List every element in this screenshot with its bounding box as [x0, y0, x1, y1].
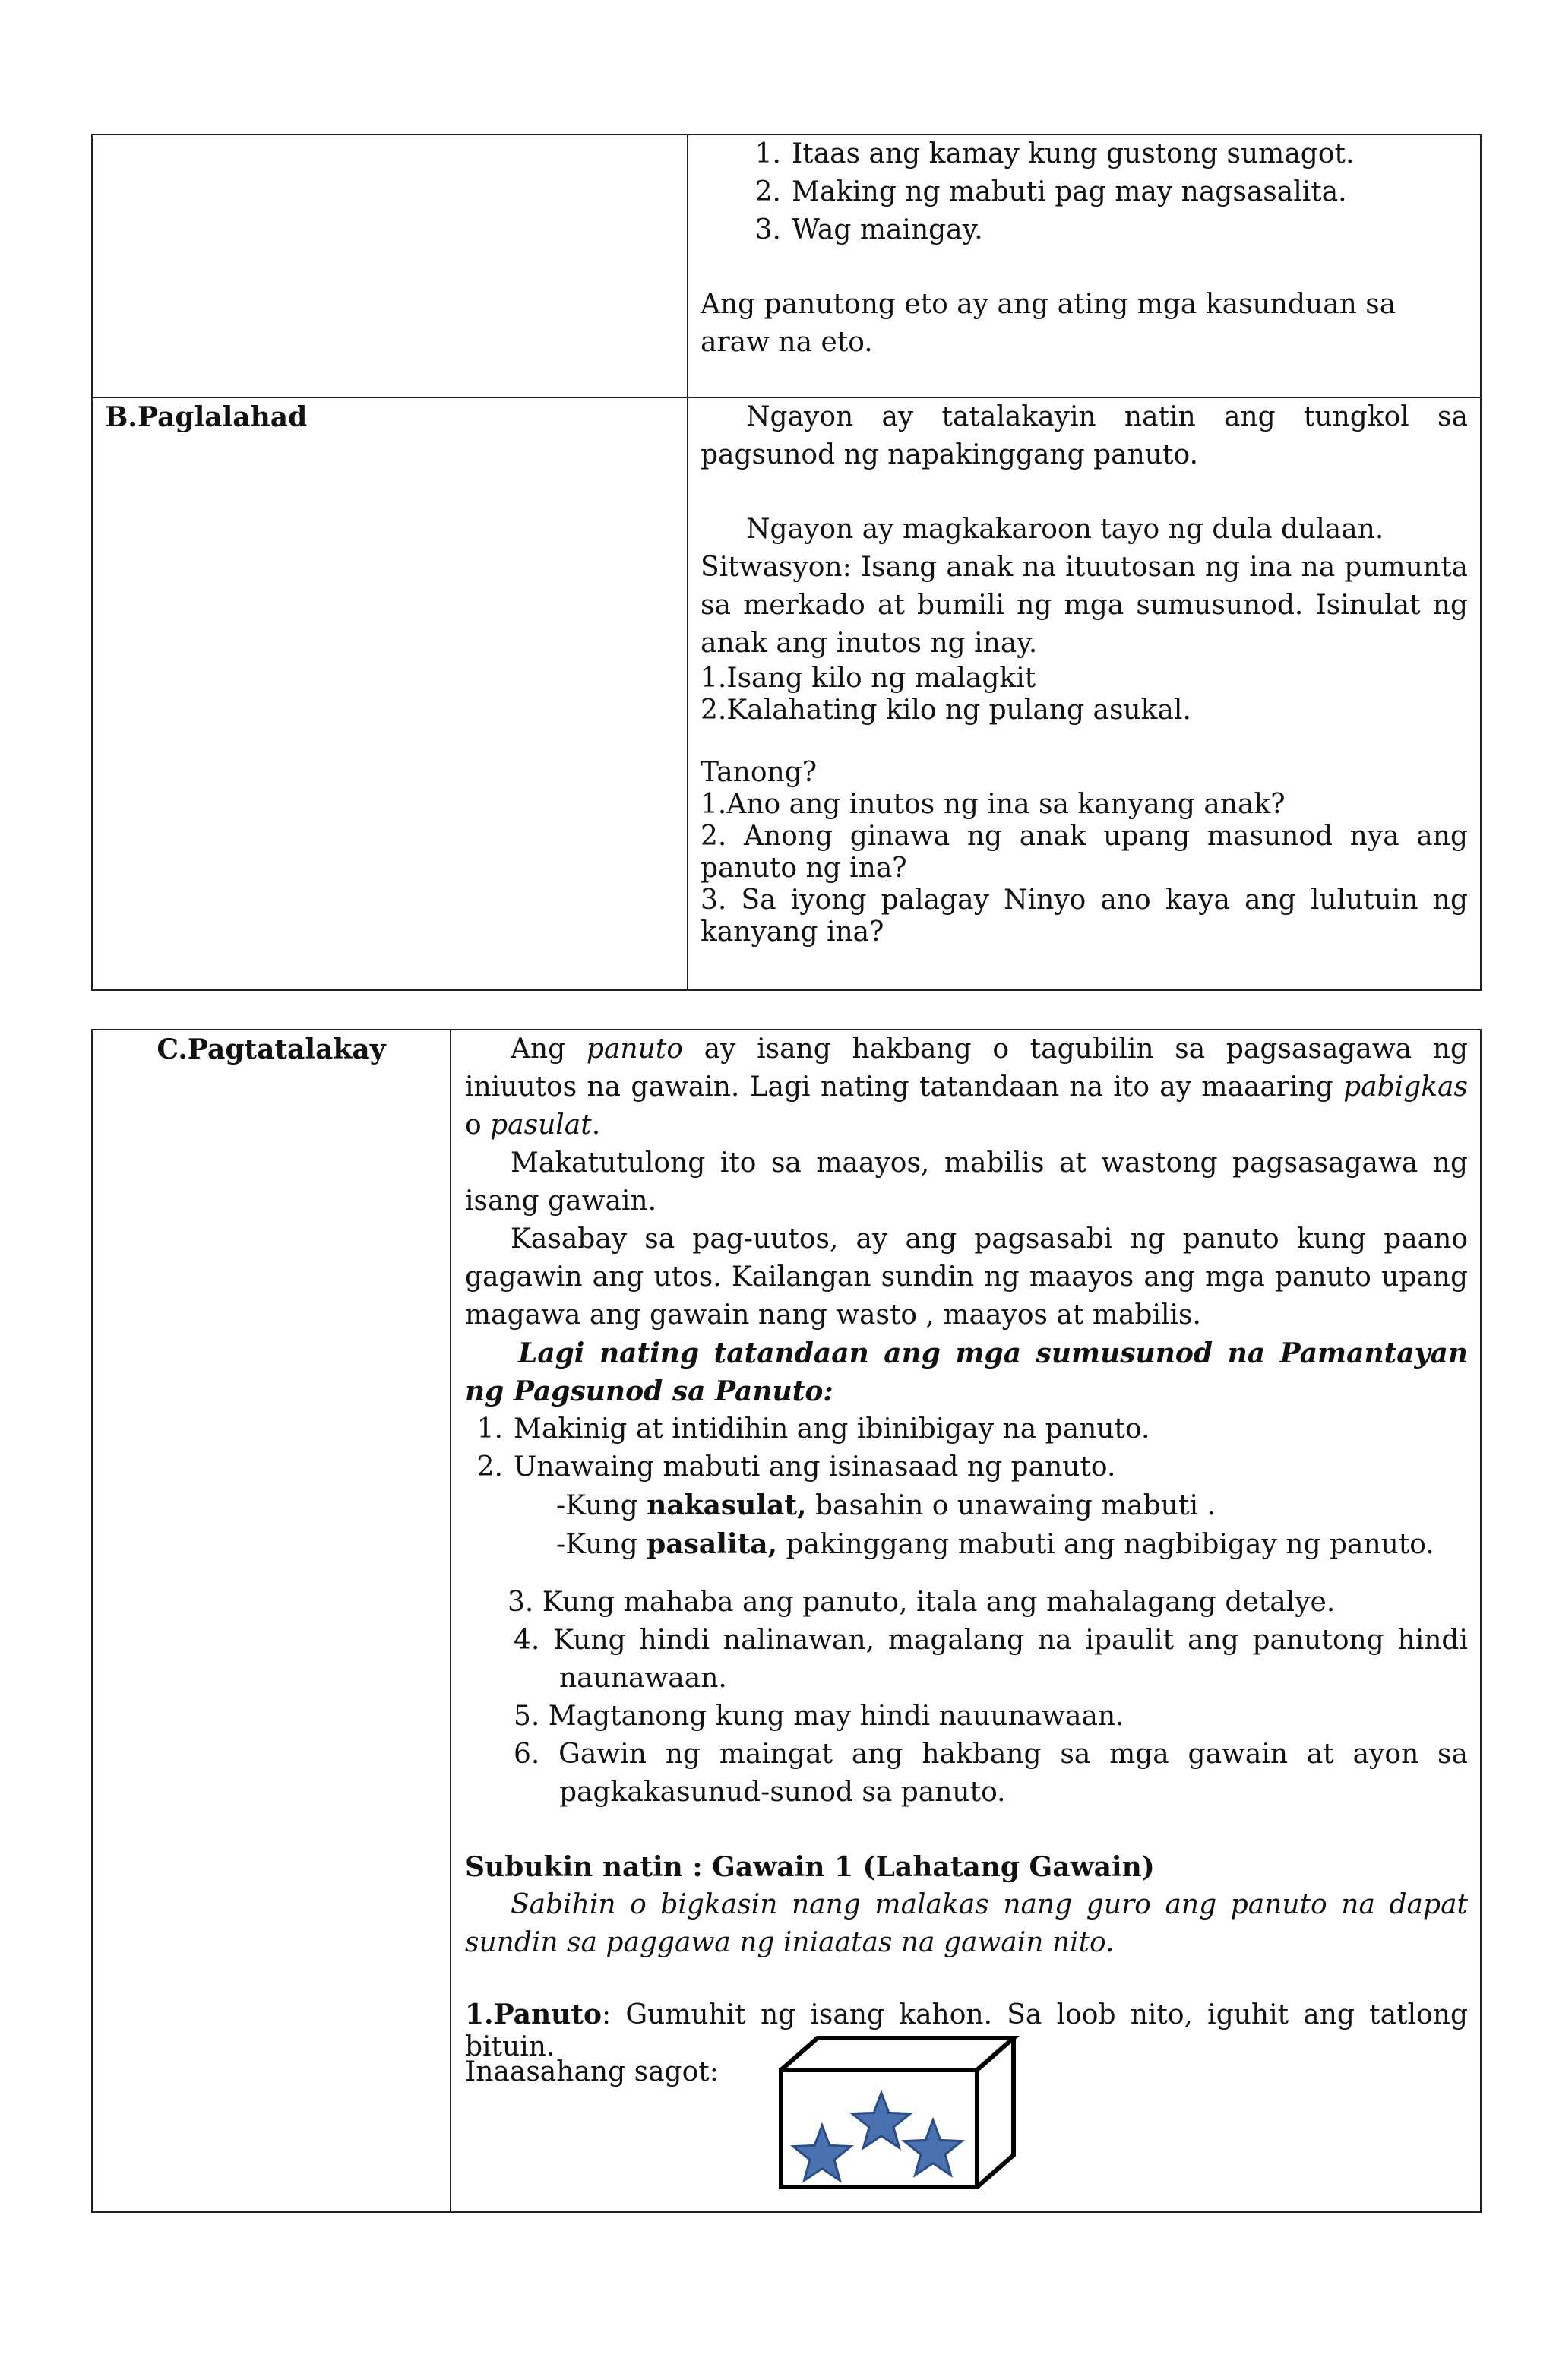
standard-item: 1. Makinig at intidihin ang ibinibigay na panuto.	[476, 1413, 1150, 1445]
rule-item: 2. Making ng mabuti pag may nagsasalita.	[701, 173, 1468, 211]
b-question-head: Tanong?	[701, 757, 818, 788]
box-side-face	[977, 2038, 1014, 2187]
b-situation: Sitwasyon: Isang anak na ituutosan ng ina na pumunta sa merkado at bumili ng mga sumusunod. Isinulat ng anak ang inutos ng inay.	[701, 552, 1468, 659]
standard-subitem: -Kung nakasulat, basahin o unawaing mabuti .	[556, 1489, 1216, 1521]
standard-item: 2. Unawaing mabuti ang isinasaad ng panuto.	[476, 1451, 1116, 1483]
section-b-content	[701, 398, 1468, 948]
rules-note: Ang panutong eto ay ang ating mga kasunduan sa araw na eto.	[701, 289, 1396, 358]
c-paragraph-3: Kasabay sa pag-uutos, ay ang pagsasabi ng panuto kung paano gagawin ang utos. Kailangan sundin ng maayos ang mga panuto upang magawa ang gawain nang wasto , maayos at mabilis.	[465, 1223, 1468, 1331]
b-question: 3. Sa iyong palagay Ninyo ano kaya ang lulutuin ng kanyang ina?	[701, 885, 1468, 948]
standard-item: 3. Kung mahaba ang panuto, itala ang mahalagang detalye.	[508, 1587, 1336, 1618]
b-intro: Ngayon ay tatalakayin natin ang tungkol sa pagsunod ng napakinggang panuto.	[701, 401, 1468, 470]
activity-title: Subukin natin : Gawain 1 (Lahatang Gawain)	[465, 1851, 1155, 1883]
lesson-table-1	[91, 134, 1482, 991]
c-paragraph-1: Ang panuto ay isang hakbang o tagubilin sa pagsasagawa ng iniuutos na gawain. Lagi nating tatandaan na ito ay maaaring pabigkas o pasulat.	[465, 1033, 1469, 1141]
box-top-face	[781, 2038, 1014, 2070]
column-divider	[687, 135, 688, 989]
rule-item: 3. Wag maingay.	[701, 211, 1468, 249]
section-c-content	[465, 1030, 1468, 2063]
lesson-table-2	[91, 1029, 1482, 2213]
column-divider	[450, 1030, 451, 2211]
panuto-instruction: 1.Panuto: Gumuhit ng isang kahon. Sa loob nito, iguhit ang tatlong bituin.	[465, 1999, 1468, 2062]
c-standards-heading: Lagi nating tatandaan ang mga sumusunod na Pamantayan ng Pagsunod sa Panuto:	[465, 1337, 1468, 1407]
term-panuto: panuto	[586, 1033, 683, 1065]
star-icon	[852, 2093, 910, 2147]
rules-cell	[701, 135, 1468, 362]
standard-item: 6. Gawin ng maingat ang hakbang sa mga gawain at ayon sa pagkakasunud-sunod sa panuto.	[514, 1739, 1468, 1808]
rule-text: Wag maingay.	[792, 214, 983, 245]
rule-item: 1. Itaas ang kamay kung gustong sumagot.	[701, 135, 1468, 173]
b-item: 2.Kalahating kilo ng pulang asukal.	[701, 695, 1191, 726]
standard-item: 4. Kung hindi nalinawan, magalang na ipaulit ang panutong hindi naunawaan.	[514, 1625, 1468, 1694]
c-paragraph-2: Makatutulong ito sa maayos, mabilis at wastong pagsasagawa ng isang gawain.	[465, 1147, 1468, 1217]
term-pabigkas: pabigkas	[1343, 1071, 1468, 1103]
expected-answer-label: Inaasahang sagot:	[465, 2056, 719, 2087]
star-icon	[904, 2120, 962, 2175]
b-question: 2. Anong ginawa ng anak upang masunod nya ang panuto ng ina?	[701, 821, 1468, 884]
panuto-label: 1.Panuto	[465, 1999, 602, 2030]
rule-text: Itaas ang kamay kung gustong sumagot.	[792, 138, 1355, 169]
b-roleplay: Ngayon ay magkakaroon tayo ng dula dulaan.	[746, 514, 1384, 545]
section-c-label: C.Pagtatalakay	[157, 1033, 386, 1065]
standard-subitem: -Kung pasalita, pakinggang mabuti ang nagbibigay ng panuto.	[556, 1528, 1434, 1560]
standard-item: 5. Magtanong kung may hindi nauunawaan.	[514, 1701, 1124, 1732]
activity-instructions: Sabihin o bigkasin nang malakas nang guro ang panuto na dapat sundin sa paggawa ng iniaatas na gawain nito.	[465, 1889, 1468, 1958]
box-with-stars-drawing	[776, 2033, 1027, 2193]
b-item: 1.Isang kilo ng malagkit	[701, 663, 1036, 694]
rule-text: Making ng mabuti pag may nagsasalita.	[792, 176, 1347, 207]
b-question: 1.Ano ang inutos ng ina sa kanyang anak?	[701, 789, 1286, 820]
star-icon	[793, 2125, 851, 2180]
term-pasulat: pasulat	[490, 1109, 592, 1141]
section-b-label: B.Paglalahad	[105, 401, 308, 433]
